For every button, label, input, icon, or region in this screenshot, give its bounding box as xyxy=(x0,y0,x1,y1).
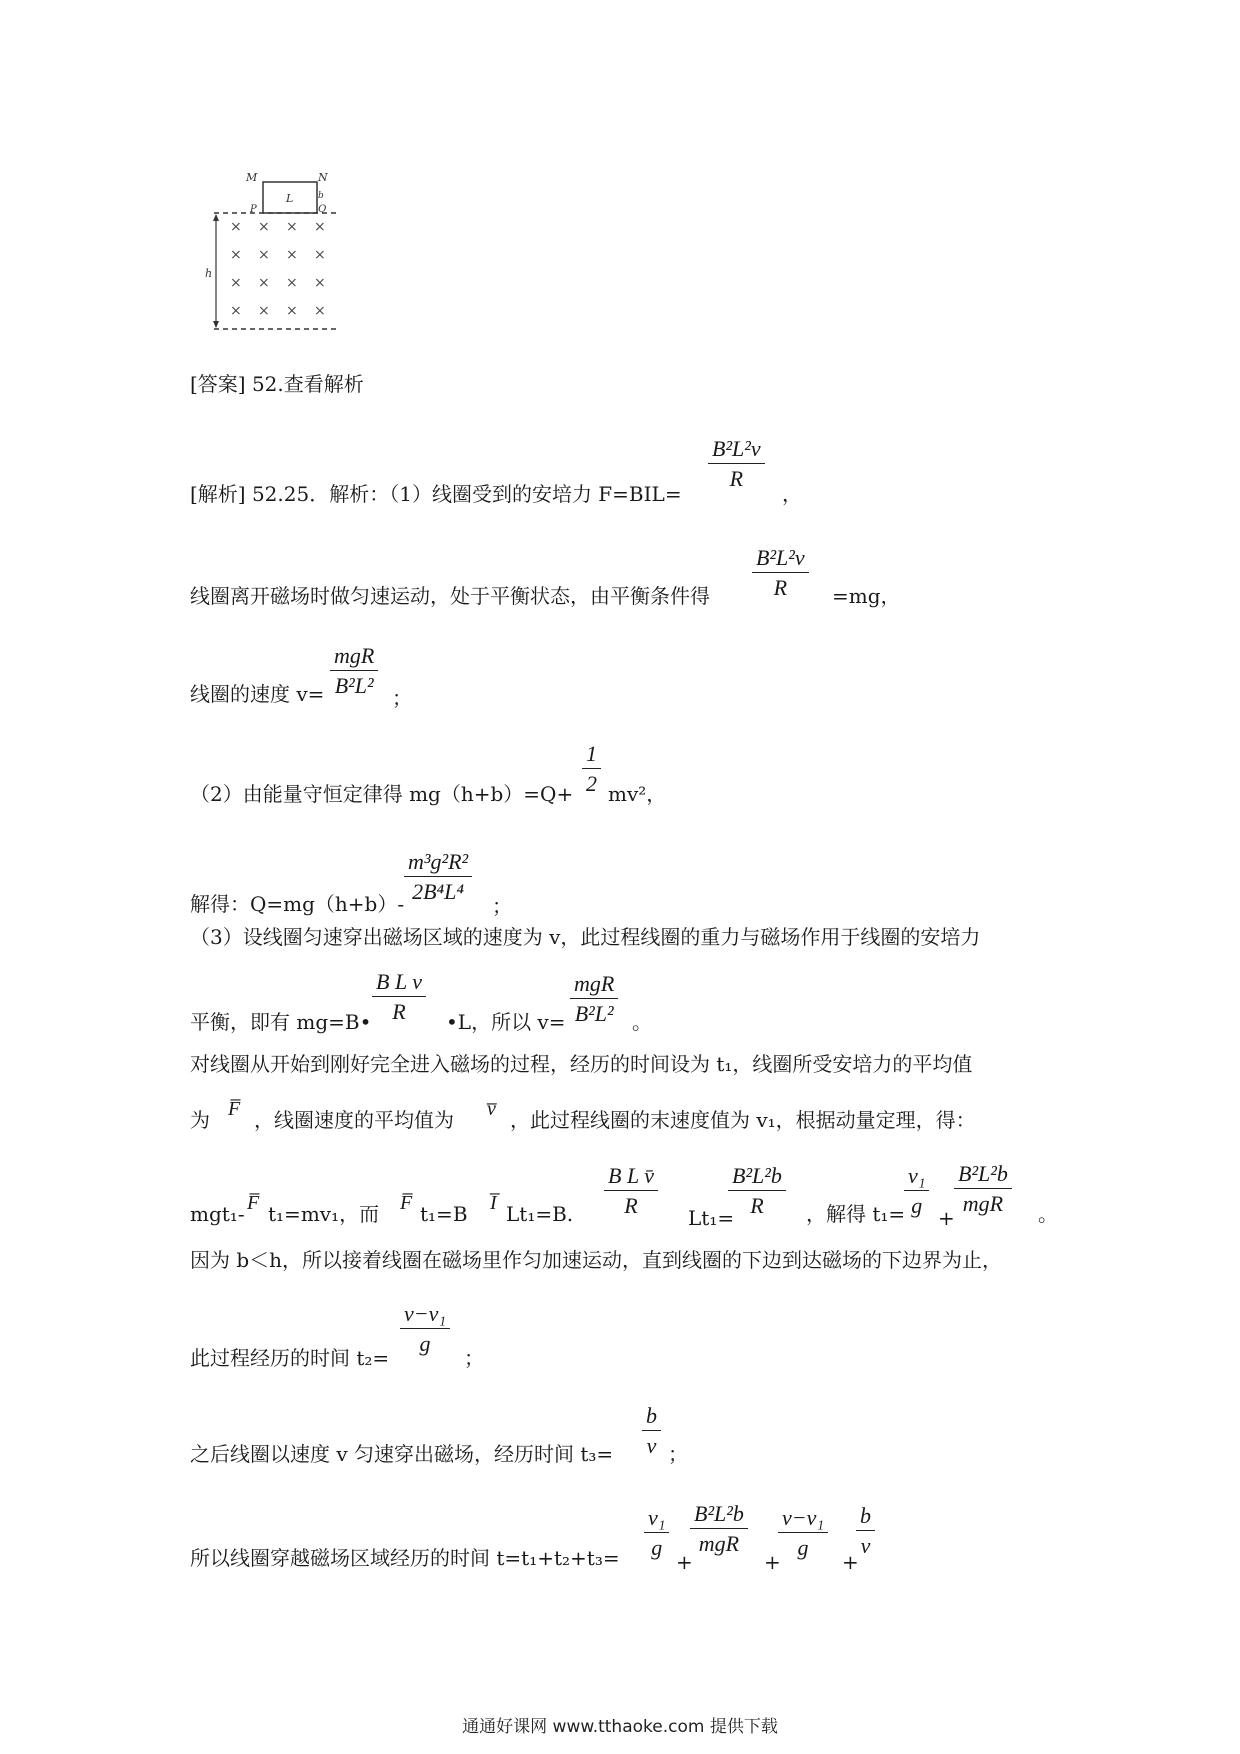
solution-line-1 xyxy=(190,480,682,508)
cross-mark: × xyxy=(314,275,326,291)
fraction-5: $\frac{\text{m³g²R²}}{\text{2B⁴L⁴}}$ xyxy=(404,848,472,907)
solution-line-3: 线圈的速度 v= xyxy=(190,682,325,706)
solution-line-12: 此过程经历的时间 t₂= xyxy=(190,1346,390,1370)
f-bar-symbol-3: F̅ xyxy=(400,1192,413,1214)
solution-line-8: 对线圈从开始到刚好完全进入磁场的过程，经历的时间设为 t₁，线圈所受安培力的平均值 xyxy=(190,1052,973,1076)
solution-line-11: 因为 b＜h，所以接着线圈在磁场里作匀加速运动，直到线圈的下边到达磁场的下边界为止， xyxy=(190,1248,1003,1272)
label-h: h xyxy=(205,267,213,280)
solution-line-14: 所以线圈穿越磁场区域经历的时间 t=t₁+t₂+t₃= xyxy=(190,1546,620,1570)
plus-2: + xyxy=(764,1550,781,1574)
text-l7-mid: •L，所以 v= xyxy=(446,1010,566,1034)
text-l2-end: =mg， xyxy=(832,584,901,608)
magnetic-field-figure xyxy=(200,165,350,335)
solution-line-13: 之后线圈以速度 v 匀速穿出磁场，经历时间 t₃= xyxy=(190,1442,614,1466)
label-q: Q xyxy=(318,204,327,215)
solution-line-5: 解得：Q=mg（h+b）- xyxy=(190,892,405,916)
fraction-16: $\frac{\text{v−v₁}}{g}$ xyxy=(778,1504,828,1563)
f-bar-symbol-2: F̅ xyxy=(247,1192,260,1214)
cross-mark: × xyxy=(258,247,270,263)
cross-mark: × xyxy=(230,219,242,235)
cross-mark: × xyxy=(230,303,242,319)
text-l7-end: 。 xyxy=(632,1010,652,1034)
answer-line: [答案] 52.查看解析 xyxy=(190,372,364,396)
fraction-14: $\frac{\text{v₁}}{g}$ xyxy=(644,1504,669,1563)
solution-line-4: （2）由能量守恒定律得 mg（h+b）=Q+ xyxy=(190,782,574,806)
cross-mark: × xyxy=(258,275,270,291)
cross-mark: × xyxy=(314,247,326,263)
cross-mark: × xyxy=(286,219,298,235)
cross-mark: × xyxy=(230,247,242,263)
plus-1: + xyxy=(676,1550,693,1574)
solution-line-10-c: t₁=B xyxy=(420,1202,468,1226)
fraction-2: $\frac{\text{B²L²v}}{R}$ xyxy=(752,544,809,603)
fraction-7: mgR B²L² xyxy=(570,970,618,1029)
label-n: N xyxy=(318,171,328,184)
fraction-9: $\frac{\text{B²L²b}}{R}$ xyxy=(728,1162,786,1221)
solution-line-9-b: ，线圈速度的平均值为 xyxy=(254,1108,454,1132)
cross-mark: × xyxy=(286,303,298,319)
f-bar-symbol: F̅ xyxy=(228,1098,241,1120)
solution-line-7: 平衡，即有 mg=B• xyxy=(190,1010,372,1034)
cross-mark: × xyxy=(258,303,270,319)
v-bar-symbol: v̅ xyxy=(487,1098,496,1120)
solution-line-6: （3）设线圈匀速穿出磁场区域的速度为 v，此过程线圈的重力与磁场作用于线圈的安培力 xyxy=(190,925,981,949)
fraction-15: B²L²b mgR xyxy=(690,1500,748,1559)
solution-line-10-d: Lt₁=B. xyxy=(506,1202,574,1226)
text-l1-end: ， xyxy=(782,482,802,506)
cross-mark: × xyxy=(258,219,270,235)
text-l12-end: ； xyxy=(464,1346,484,1370)
text-l13-end: ； xyxy=(668,1442,688,1466)
label-l: L xyxy=(286,192,294,205)
arrow-head-bottom xyxy=(213,321,219,328)
solution-line-9-c: ，此过程线圈的末速度值为 v₁，根据动量定理，得： xyxy=(510,1108,976,1132)
label-p: P xyxy=(250,204,257,215)
fraction-1: $\frac{\text{B²L²v}}{R}$ xyxy=(708,435,765,494)
i-bar-symbol: I̅ xyxy=(490,1192,497,1214)
solution-line-10-e: Lt₁= xyxy=(688,1206,735,1230)
fraction-8: $\frac{\text{B L v̄}}{R}$ xyxy=(604,1162,658,1221)
solution-line-10-h: 。 xyxy=(1038,1202,1058,1226)
text-l1: [解析] 52.25．解析：（1）线圈受到的安培力 F=BIL= xyxy=(190,482,682,506)
cross-mark: × xyxy=(230,275,242,291)
solution-line-2: 线圈离开磁场时做匀速运动，处于平衡状态，由平衡条件得 xyxy=(190,584,710,608)
field-cross-marks xyxy=(230,219,326,319)
fraction-3: mgR B²L² xyxy=(330,642,378,701)
cross-mark: × xyxy=(286,247,298,263)
label-m: M xyxy=(246,171,258,184)
solution-line-10-f: ，解得 t₁= xyxy=(806,1202,906,1226)
arrow-head-top xyxy=(213,214,219,221)
text-l3-end: ； xyxy=(392,686,412,710)
text-l5-end: ； xyxy=(492,894,512,918)
cross-mark: × xyxy=(286,275,298,291)
fraction-10: $\frac{\text{v₁}}{g}$ xyxy=(904,1162,929,1221)
fraction-17: $\frac{b}{v}$ xyxy=(856,1502,875,1561)
cross-mark: × xyxy=(314,219,326,235)
plus-3: + xyxy=(842,1550,859,1574)
fraction-6: $\frac{\text{B L v}}{R}$ xyxy=(372,968,426,1027)
solution-line-10-g: + xyxy=(938,1206,955,1230)
label-b: b xyxy=(318,191,324,201)
solution-line-10-a: mgt₁- xyxy=(190,1202,245,1226)
fraction-12: $\frac{\text{v−v₁}}{g}$ xyxy=(400,1300,450,1359)
page-footer: 通通好课网 www.tthaoke.com 提供下载 xyxy=(462,1717,778,1737)
solution-line-9-a: 为 xyxy=(190,1108,210,1132)
solution-line-10-b: t₁=mv₁，而 xyxy=(268,1202,380,1226)
text-l4-end: mv²， xyxy=(608,782,667,806)
cross-mark: × xyxy=(314,303,326,319)
fraction-13: $\frac{b}{v}$ xyxy=(642,1402,661,1461)
fraction-4: $\frac{1}{2}$ xyxy=(582,740,601,799)
fraction-11: B²L²b mgR xyxy=(954,1160,1012,1219)
